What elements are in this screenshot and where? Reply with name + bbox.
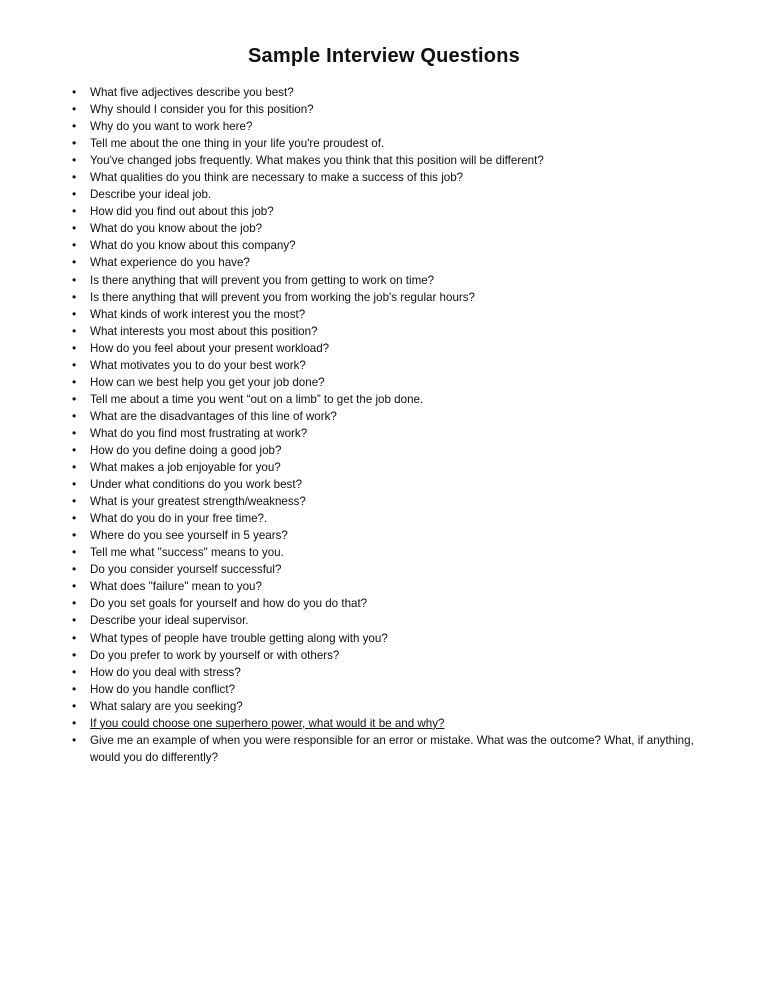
question-text: What does "failure" mean to you? <box>90 580 262 594</box>
question-item <box>90 408 702 425</box>
question-text: What interests you most about this position? <box>90 324 318 338</box>
question-text: Give me an example of when you were responsible for an error or mistake. What was the outcome? What, if anything, would you do differently? <box>90 733 694 764</box>
question-text: Is there anything that will prevent you from working the job's regular hours? <box>90 290 476 304</box>
question-item <box>90 595 702 612</box>
question-item <box>90 459 702 476</box>
question-text: What do you know about this company? <box>90 239 296 253</box>
question-item <box>90 681 702 698</box>
question-text: Why should I consider you for this position? <box>90 103 314 117</box>
question-text: Is there anything that will prevent you from getting to work on time? <box>90 273 435 287</box>
question-text: Why do you want to work here? <box>90 120 253 134</box>
question-item <box>90 272 702 289</box>
question-text: What do you find most frustrating at work? <box>90 426 308 440</box>
question-item <box>90 186 702 203</box>
question-text: How do you define doing a good job? <box>90 443 282 457</box>
question-text: How can we best help you get your job done? <box>90 375 325 389</box>
question-item <box>90 118 702 135</box>
question-text: Do you prefer to work by yourself or with others? <box>90 648 340 662</box>
question-item <box>90 732 702 766</box>
question-text: Tell me what "success" means to you. <box>90 546 284 560</box>
question-item <box>90 527 702 544</box>
question-item <box>90 237 702 254</box>
question-item <box>90 135 702 152</box>
question-item <box>90 374 702 391</box>
question-text: What motivates you to do your best work? <box>90 358 306 372</box>
question-text: Describe your ideal supervisor. <box>90 614 249 628</box>
question-text: What types of people have trouble getting along with you? <box>90 631 388 645</box>
question-item <box>90 476 702 493</box>
question-text: What are the disadvantages of this line of work? <box>90 409 337 423</box>
question-item <box>90 254 702 271</box>
question-item <box>90 289 702 306</box>
question-item <box>90 220 702 237</box>
question-text: Under what conditions do you work best? <box>90 478 303 492</box>
question-item <box>90 715 702 732</box>
question-text: What qualities do you think are necessary to make a success of this job? <box>90 171 464 185</box>
question-text: What salary are you seeking? <box>90 699 243 713</box>
question-item <box>90 391 702 408</box>
question-text: How do you deal with stress? <box>90 665 241 679</box>
question-item <box>90 169 702 186</box>
question-text: What do you know about the job? <box>90 222 263 236</box>
question-text: If you could choose one superhero power, what would it be and why? <box>90 716 445 730</box>
question-item <box>90 442 702 459</box>
question-text: What experience do you have? <box>90 256 250 270</box>
question-text: Where do you see yourself in 5 years? <box>90 529 288 543</box>
question-text: What makes a job enjoyable for you? <box>90 461 281 475</box>
question-item <box>90 493 702 510</box>
question-text: How did you find out about this job? <box>90 205 274 219</box>
question-item <box>90 357 702 374</box>
question-item <box>90 630 702 647</box>
question-item <box>90 306 702 323</box>
question-text: Describe your ideal job. <box>90 188 212 202</box>
page-title: Sample Interview Questions <box>248 45 520 67</box>
question-text: How do you handle conflict? <box>90 682 236 696</box>
question-item <box>90 647 702 664</box>
question-item <box>90 323 702 340</box>
question-item <box>90 425 702 442</box>
question-item <box>90 101 702 118</box>
question-item <box>90 561 702 578</box>
question-list <box>90 84 702 766</box>
question-text: What five adjectives describe you best? <box>90 86 294 99</box>
question-text: Tell me about the one thing in your life you're proudest of. <box>90 137 385 151</box>
question-item <box>90 203 702 220</box>
question-item <box>90 612 702 629</box>
question-text: What do you do in your free time?. <box>90 512 268 526</box>
question-item <box>90 510 702 527</box>
question-text: What is your greatest strength/weakness? <box>90 495 306 509</box>
question-text: What kinds of work interest you the most? <box>90 307 306 321</box>
question-item <box>90 84 702 101</box>
question-item <box>90 544 702 561</box>
question-text: How do you feel about your present workload? <box>90 341 330 355</box>
question-item <box>90 664 702 681</box>
question-text: Do you consider yourself successful? <box>90 563 282 577</box>
question-text: You've changed jobs frequently. What makes you think that this position will be different? <box>90 154 544 168</box>
question-text: Tell me about a time you went “out on a limb” to get the job done. <box>90 392 424 406</box>
question-item <box>90 152 702 169</box>
question-item <box>90 698 702 715</box>
question-item <box>90 340 702 357</box>
question-text: Do you set goals for yourself and how do you do that? <box>90 597 368 611</box>
question-item <box>90 578 702 595</box>
